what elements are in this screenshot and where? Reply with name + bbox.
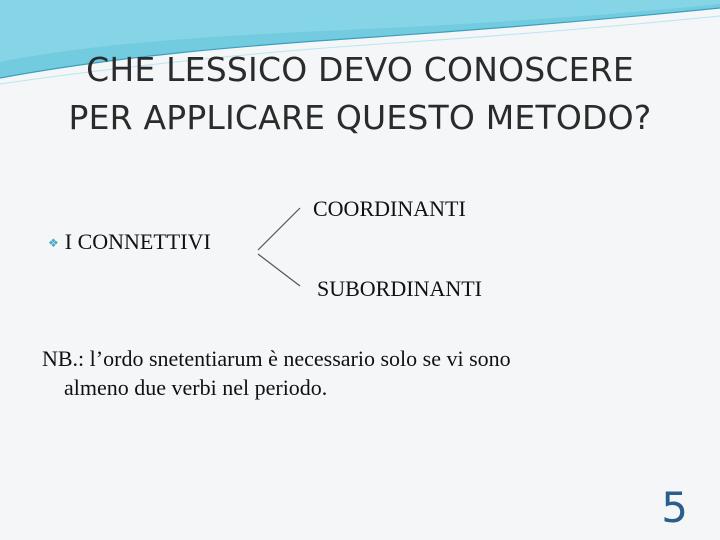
note-text (42, 344, 682, 402)
page-number: 5 (661, 483, 688, 532)
connettivi-item (48, 229, 211, 255)
subordinanti-label: SUBORDINANTI (317, 276, 482, 301)
slide-title (0, 46, 720, 142)
connettivi-label: I CONNETTIVI (64, 229, 211, 254)
branch-lines (250, 200, 320, 295)
note-line-1: NB.: l’ordo snetentiarum è necessario solo se vi sono (42, 346, 511, 371)
bullet-icon: ❖ (48, 235, 59, 250)
title-line-2: PER APPLICARE QUESTO METODO? (68, 98, 652, 137)
note-line-2: almeno due verbi nel periodo. (64, 375, 328, 400)
title-line-1: CHE LESSICO DEVO CONOSCERE (86, 50, 634, 89)
coordinanti-label: COORDINANTI (313, 196, 466, 221)
